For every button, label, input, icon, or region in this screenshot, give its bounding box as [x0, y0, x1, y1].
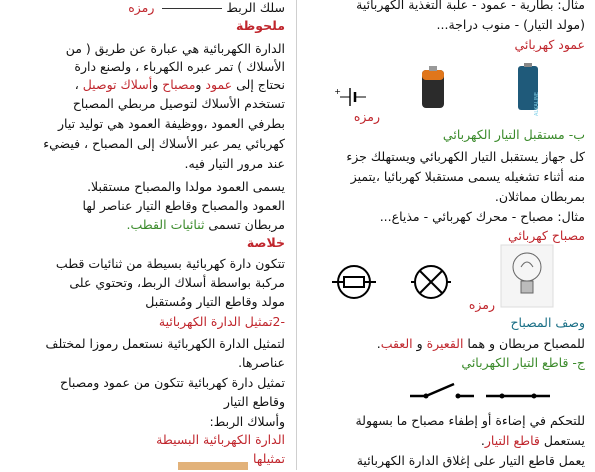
- simple-circuit-heading: الدارة الكهربائية البسيطة: [156, 432, 285, 447]
- circuit-image-top: [178, 462, 248, 470]
- switch-line: للتحكم في إضاءة أو إطفاء مصباح ما بسهولة: [355, 413, 585, 428]
- note-line-10: مربطان تسمى ثنائيات القطب.: [126, 217, 285, 232]
- receiver-line: بمربطان مماثلان.: [494, 189, 585, 204]
- lamp-terminals-line: للمصباح مربطان و هما القعيرة و العقب.: [376, 336, 585, 351]
- switch-open-symbol-icon: [410, 380, 474, 402]
- alkaline-battery-image: [503, 62, 551, 116]
- cylindrical-battery-image: [416, 64, 450, 110]
- lamp-symbol-label: رمزه: [468, 297, 495, 312]
- switch-line: يعمل قاطع التيار على إغلاق الدارة الكهربائية: [356, 453, 585, 468]
- section2-heading: -2تمثيل الدارة الكهربائية: [158, 314, 285, 329]
- wire-symbol-label: رمزه: [128, 0, 155, 15]
- summary-heading: خلاصة: [246, 235, 285, 250]
- lamp-description-heading: وصف المصباح: [510, 315, 585, 330]
- note-line: يسمى العمود مولدا والمصباح مستقبلا.: [87, 179, 285, 194]
- receiver-line: كل جهاز يستقبل التيار الكهربائي ويستهلك جزء: [346, 149, 585, 164]
- section2-line: وأسلاك الربط:: [209, 414, 285, 429]
- receiver-line: منه أثناء تشغيله يسمى مستقبلا كهربائيا ،يتميز: [350, 169, 585, 184]
- wire-label: سلك الربط: [226, 0, 285, 15]
- switch-closed-symbol-icon: [486, 382, 550, 402]
- note-line: الدارة الكهربائية هي عبارة عن طريق ( من: [65, 41, 285, 56]
- column-divider: [296, 0, 297, 470]
- lamp-heading: مصباح كهربائي: [508, 228, 585, 243]
- example-line: (مولد التيار) - منوب دراجة...: [436, 17, 585, 32]
- example-line: مثال: بطارية - عمود - علبة التغذية الكهربائية: [356, 0, 585, 12]
- note-line: عند مرور التيار فيه.: [184, 156, 285, 171]
- summary-line: تتكون دارة كهربائية بسيطة من ثنائيات قطب: [55, 256, 285, 271]
- note-line: بطرفي العمود ،ووظيفة العمود هي توليد تيار: [57, 116, 285, 131]
- wire-symbol-line: [162, 8, 222, 9]
- summary-line: مولد وقاطع التيار ومُستقبل: [145, 294, 285, 309]
- note-line: العمود والمصباح وقاطع التيار عناصر لها: [82, 198, 285, 213]
- lamp-symbol-filament-icon: [332, 262, 376, 302]
- section2-line: لتمثيل الدارة الكهربائية نستعمل رموزا لمختلف: [45, 336, 285, 351]
- note-line: كهربائي يمر عبر الأسلاك إلى المصباح ، فيضيء: [43, 136, 285, 151]
- left-column: [0, 0, 295, 470]
- note-line: تستخدم الأسلاك لتوصيل مربطي المصباح: [72, 96, 285, 111]
- representation-heading: تمثيلها: [253, 451, 285, 466]
- note-line: الأسلاك ) تمر عبره الكهرباء ، ولصنع دارة: [74, 59, 285, 74]
- note-heading: ملحوظة: [235, 18, 285, 33]
- battery-heading: عمود كهربائي: [514, 37, 585, 52]
- section2-line: تمثيل دارة كهربائية تتكون من عمود ومصباح: [60, 375, 285, 390]
- right-column: [298, 0, 595, 470]
- section2-line: وقاطع التيار: [223, 394, 285, 409]
- svg-text:+: +: [334, 87, 341, 96]
- summary-line: مركبة بواسطة أسلاك الربط، وتحتوي على: [69, 275, 285, 290]
- lamp-bulb-image: [501, 245, 553, 307]
- lamp-symbol-cross-icon: [411, 262, 451, 302]
- alkaline-label: ALKALINE: [534, 92, 540, 116]
- note-line-3: نحتاج إلى عمود ومصباح وأسلاك توصيل ،: [74, 77, 285, 92]
- switch-line-2: يستعمل قاطع التيار.: [480, 433, 585, 448]
- section2-line: عناصرها.: [238, 355, 285, 370]
- receiver-line: مثال: مصباح - محرك كهربائي - مذياع...: [379, 209, 585, 224]
- switch-heading: ج- قاطع التيار الكهربائي: [461, 355, 585, 370]
- battery-symbol-label: رمزه: [353, 109, 380, 124]
- receiver-heading: ب- مستقبل التيار الكهربائي: [442, 127, 585, 142]
